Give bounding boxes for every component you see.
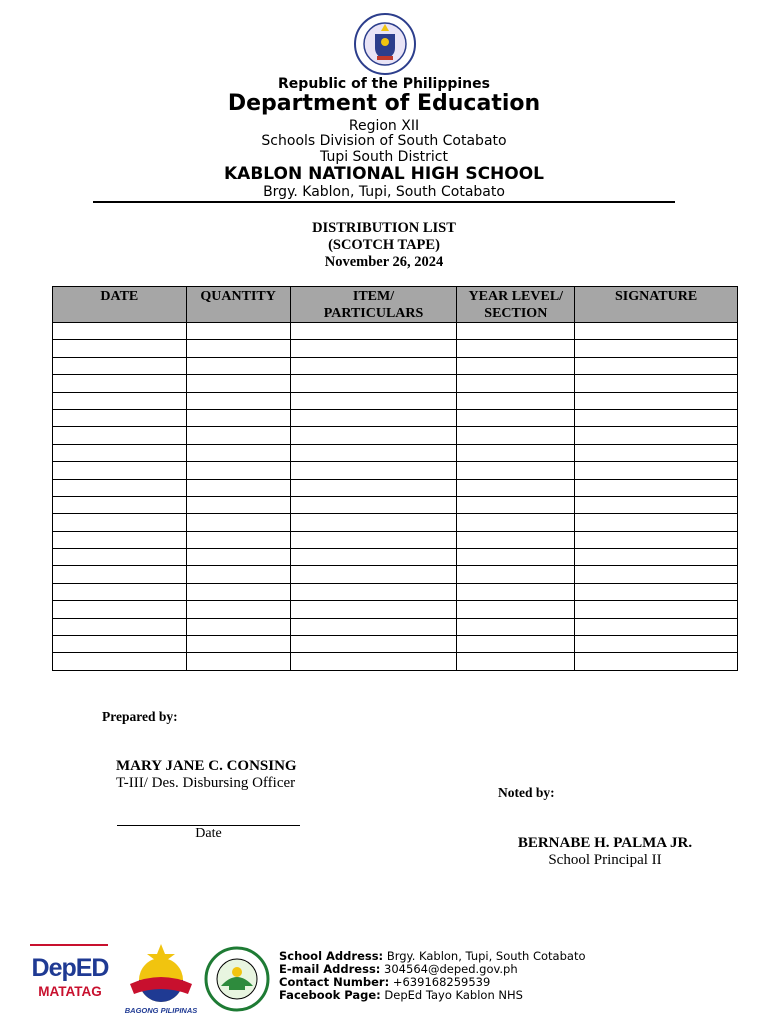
- table-cell[interactable]: [575, 357, 738, 374]
- table-row: [53, 357, 738, 374]
- table-cell[interactable]: [290, 531, 457, 548]
- table-cell[interactable]: [457, 566, 575, 583]
- table-cell[interactable]: [290, 566, 457, 583]
- table-cell[interactable]: [457, 427, 575, 444]
- table-header-row: [53, 287, 738, 323]
- table-cell[interactable]: [53, 340, 187, 357]
- table-cell[interactable]: [186, 566, 290, 583]
- table-cell[interactable]: [53, 409, 187, 426]
- table-cell[interactable]: [290, 409, 457, 426]
- table-cell[interactable]: [575, 653, 738, 670]
- table-cell[interactable]: [186, 653, 290, 670]
- table-row: [53, 340, 738, 357]
- school-seal-logo: [203, 946, 271, 1012]
- table-cell[interactable]: [53, 375, 187, 392]
- table-row: [53, 618, 738, 635]
- table-cell[interactable]: [53, 392, 187, 409]
- table-cell[interactable]: [186, 531, 290, 548]
- table-cell[interactable]: [575, 583, 738, 600]
- noter-title: School Principal II: [548, 852, 662, 868]
- table-cell[interactable]: [457, 601, 575, 618]
- distribution-table: [52, 286, 738, 671]
- table-cell[interactable]: [575, 323, 738, 340]
- table-cell[interactable]: [53, 566, 187, 583]
- table-cell[interactable]: [575, 496, 738, 513]
- table-row: [53, 496, 738, 513]
- deped-seal-logo: [351, 12, 419, 76]
- table-cell[interactable]: [575, 392, 738, 409]
- table-cell[interactable]: [290, 514, 457, 531]
- table-cell[interactable]: [575, 514, 738, 531]
- table-row: [53, 531, 738, 548]
- table-row: [53, 479, 738, 496]
- table-cell[interactable]: [290, 462, 457, 479]
- table-cell[interactable]: [457, 479, 575, 496]
- table-cell[interactable]: [575, 618, 738, 635]
- noter-name: BERNABE H. PALMA JR.: [517, 835, 693, 851]
- preparer-name: MARY JANE C. CONSING: [116, 758, 297, 774]
- column-header-signature: SIGNATURE: [575, 287, 738, 323]
- division-line: Schools Division of South Cotabato: [261, 133, 507, 149]
- table-cell[interactable]: [53, 601, 187, 618]
- table-cell[interactable]: [186, 340, 290, 357]
- document-title: DISTRIBUTION LIST: [312, 220, 456, 236]
- table-cell[interactable]: [457, 375, 575, 392]
- table-cell[interactable]: [575, 427, 738, 444]
- region-line: Region XII: [348, 118, 420, 134]
- column-header-year-level: YEAR LEVEL/ SECTION: [457, 287, 575, 323]
- table-cell[interactable]: [575, 462, 738, 479]
- table-cell[interactable]: [53, 618, 187, 635]
- table-cell[interactable]: [575, 479, 738, 496]
- table-cell[interactable]: [290, 653, 457, 670]
- table-cell[interactable]: [186, 323, 290, 340]
- table-cell[interactable]: [290, 427, 457, 444]
- table-cell[interactable]: [53, 549, 187, 566]
- date-label: Date: [195, 826, 222, 841]
- table-cell[interactable]: [457, 618, 575, 635]
- table-cell[interactable]: [457, 531, 575, 548]
- table-cell[interactable]: [575, 340, 738, 357]
- table-cell[interactable]: [575, 566, 738, 583]
- table-row: [53, 601, 738, 618]
- table-row: [53, 392, 738, 409]
- table-cell[interactable]: [186, 636, 290, 653]
- table-cell[interactable]: [290, 479, 457, 496]
- table-cell[interactable]: [53, 323, 187, 340]
- table-cell[interactable]: [457, 409, 575, 426]
- table-cell[interactable]: [186, 357, 290, 374]
- table-cell[interactable]: [186, 618, 290, 635]
- table-row: [53, 549, 738, 566]
- table-cell[interactable]: [290, 357, 457, 374]
- table-row: [53, 653, 738, 670]
- republic-line: Republic of the Philippines: [278, 76, 490, 92]
- district-line: Tupi South District: [320, 149, 448, 165]
- table-cell[interactable]: [290, 636, 457, 653]
- table-cell[interactable]: [575, 531, 738, 548]
- table-row: [53, 566, 738, 583]
- table-cell[interactable]: [575, 375, 738, 392]
- table-cell[interactable]: [53, 462, 187, 479]
- school-name: KABLON NATIONAL HIGH SCHOOL: [223, 164, 545, 184]
- column-header-quantity: QUANTITY: [186, 287, 290, 323]
- table-cell[interactable]: [290, 583, 457, 600]
- table-cell[interactable]: [457, 514, 575, 531]
- footer-email[interactable]: E-mail Address: 304564@deped.gov.ph: [279, 962, 518, 976]
- table-cell[interactable]: [575, 549, 738, 566]
- table-cell[interactable]: [186, 462, 290, 479]
- table-cell[interactable]: [290, 549, 457, 566]
- table-row: [53, 323, 738, 340]
- table-cell[interactable]: [290, 618, 457, 635]
- preparer-title: T-III/ Des. Disbursing Officer: [116, 775, 296, 791]
- table-cell[interactable]: [53, 357, 187, 374]
- table-cell[interactable]: [53, 496, 187, 513]
- table-cell[interactable]: [575, 601, 738, 618]
- table-cell[interactable]: [186, 427, 290, 444]
- table-cell[interactable]: [575, 409, 738, 426]
- deped-matatag-logo: DepED MATATAG: [30, 944, 110, 1016]
- table-cell[interactable]: [457, 462, 575, 479]
- table-cell[interactable]: [457, 340, 575, 357]
- table-cell[interactable]: [575, 444, 738, 461]
- table-cell[interactable]: [457, 496, 575, 513]
- table-cell[interactable]: [186, 375, 290, 392]
- column-header-item: ITEM/ PARTICULARS: [290, 287, 457, 323]
- footer-contact: Contact Number: +639168259539: [279, 975, 491, 989]
- table-cell[interactable]: [290, 375, 457, 392]
- table-cell[interactable]: [186, 496, 290, 513]
- table-row: [53, 514, 738, 531]
- table-cell[interactable]: [290, 323, 457, 340]
- table-cell[interactable]: [290, 392, 457, 409]
- header-divider: [93, 201, 675, 203]
- table-cell[interactable]: [457, 444, 575, 461]
- table-cell[interactable]: [186, 409, 290, 426]
- table-cell[interactable]: [186, 479, 290, 496]
- table-cell[interactable]: [575, 636, 738, 653]
- table-cell[interactable]: [457, 636, 575, 653]
- noted-by-label: Noted by:: [498, 785, 555, 800]
- department-title: Department of Education: [227, 91, 541, 116]
- table-cell[interactable]: [53, 583, 187, 600]
- table-cell[interactable]: [290, 340, 457, 357]
- footer-facebook[interactable]: Facebook Page: DepEd Tayo Kablon NHS: [279, 988, 523, 1002]
- table-row: [53, 444, 738, 461]
- table-cell[interactable]: [457, 323, 575, 340]
- table-cell[interactable]: [53, 479, 187, 496]
- table-row: [53, 427, 738, 444]
- document-subtitle: (SCOTCH TAPE): [328, 237, 440, 253]
- table-cell[interactable]: [53, 514, 187, 531]
- table-row: [53, 409, 738, 426]
- table-row: [53, 583, 738, 600]
- table-cell[interactable]: [290, 444, 457, 461]
- column-header-date: DATE: [53, 287, 187, 323]
- table-cell[interactable]: [53, 444, 187, 461]
- table-cell[interactable]: [53, 531, 187, 548]
- table-cell[interactable]: [457, 653, 575, 670]
- bagong-pilipinas-logo: BAGONG PILIPINAS: [120, 940, 202, 1016]
- footer-address: School Address: Brgy. Kablon, Tupi, South Cotabato: [279, 949, 586, 963]
- school-address: Brgy. Kablon, Tupi, South Cotabato: [263, 184, 505, 200]
- table-cell[interactable]: [53, 636, 187, 653]
- table-cell[interactable]: [290, 601, 457, 618]
- table-cell[interactable]: [186, 583, 290, 600]
- table-cell[interactable]: [53, 653, 187, 670]
- table-cell[interactable]: [186, 392, 290, 409]
- table-cell[interactable]: [53, 427, 187, 444]
- table-cell[interactable]: [290, 496, 457, 513]
- table-row: [53, 462, 738, 479]
- table-cell[interactable]: [186, 514, 290, 531]
- document-date: November 26, 2024: [324, 254, 444, 270]
- table-cell[interactable]: [457, 583, 575, 600]
- prepared-by-label: Prepared by:: [102, 709, 178, 724]
- table-cell[interactable]: [186, 601, 290, 618]
- table-row: [53, 636, 738, 653]
- table-cell[interactable]: [457, 357, 575, 374]
- table-cell[interactable]: [457, 392, 575, 409]
- footer-contact-block: [279, 950, 586, 1002]
- table-cell[interactable]: [186, 549, 290, 566]
- table-row: [53, 375, 738, 392]
- table-cell[interactable]: [457, 549, 575, 566]
- table-cell[interactable]: [186, 444, 290, 461]
